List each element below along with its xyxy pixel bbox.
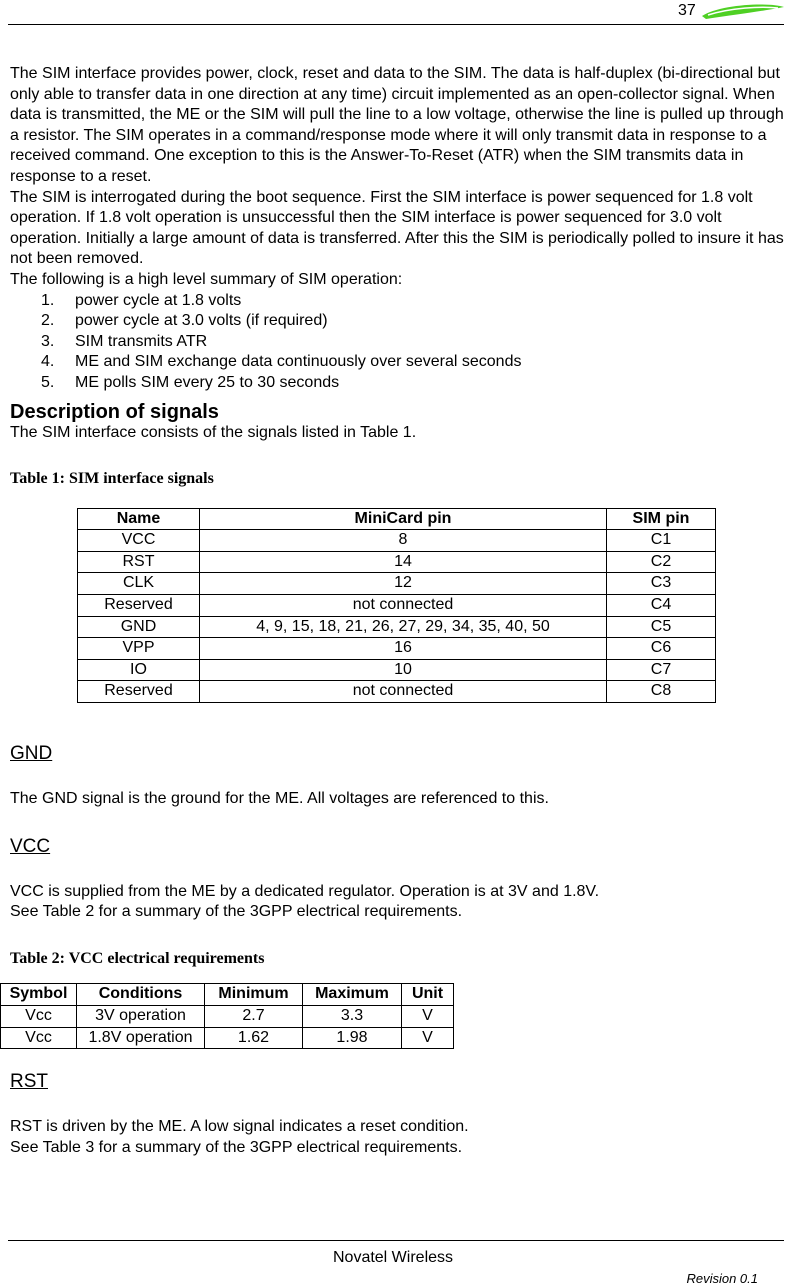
rst-heading: RST: [10, 1071, 48, 1093]
table1-caption: Table 1: SIM interface signals: [10, 470, 214, 488]
table-row: Vcc 3V operation 2.7 3.3 V: [1, 1006, 454, 1028]
table-row: RST 14 C2: [78, 551, 716, 573]
list-item: 3. SIM transmits ATR: [41, 332, 208, 350]
table-row: Reserved not connected C4: [78, 595, 716, 617]
column-header: Unit: [402, 984, 454, 1006]
list-item: 4. ME and SIM exchange data continuously over several seconds: [41, 353, 522, 371]
column-header: Name: [78, 508, 200, 530]
footer-rule: [8, 1240, 784, 1241]
rst-text-2: See Table 3 for a summary of the 3GPP electrical requirements.: [10, 1138, 463, 1156]
sim-signals-table: [77, 508, 716, 703]
gnd-text: The GND signal is the ground for the ME. All voltages are referenced to this.: [10, 790, 549, 808]
revision-label: Revision 0.1: [686, 1271, 758, 1286]
rst-text-1: RST is driven by the ME. A low signal indicates a reset condition.: [10, 1118, 469, 1136]
list-item: 2. power cycle at 3.0 volts (if required): [41, 312, 328, 330]
page-number: 37: [678, 2, 696, 19]
table-row: VPP 16 C6: [78, 638, 716, 660]
list-item: 1. power cycle at 1.8 volts: [41, 291, 242, 309]
table-header-row: [78, 508, 716, 530]
column-header: Conditions: [77, 984, 205, 1006]
novatel-swoosh-logo: [700, 2, 786, 22]
list-item: 5. ME polls SIM every 25 to 30 seconds: [41, 373, 340, 391]
column-header: Maximum: [303, 984, 402, 1006]
signals-intro: The SIM interface consists of the signals listed in Table 1.: [10, 423, 417, 441]
table2-caption: Table 2: VCC electrical requirements: [10, 949, 265, 967]
signals-heading: Description of signals: [10, 400, 219, 423]
column-header: SIM pin: [607, 508, 716, 530]
table-row: Vcc 1.8V operation 1.62 1.98 V: [1, 1027, 454, 1049]
vcc-text-1: VCC is supplied from the ME by a dedicated regulator. Operation is at 3V and 1.8V.: [10, 882, 600, 900]
vcc-heading: VCC: [10, 835, 51, 857]
column-header: MiniCard pin: [200, 508, 607, 530]
sim-operation-steps: [10, 291, 786, 394]
vcc-text-2: See Table 2 for a summary of the 3GPP electrical requirements.: [10, 903, 463, 921]
header-rule: [8, 24, 784, 25]
column-header: Minimum: [205, 984, 303, 1006]
table-row: VCC 8 C1: [78, 530, 716, 552]
intro-paragraph-1: The SIM interface provides power, clock, reset and data to the SIM. The data is half-duplex (bi-directional but only able to transfer data in one direction at any time) circuit implemented as an open-collector signal. When data is transmitted, the ME or the SIM will pull the line to a low voltage, otherwise the line is pulled up through a resistor. The SIM operates in a command/response mode where it will only transmit data in response to a received command. One exception to this is the Answer-To-Reset (ATR) when the SIM transmits data in response to a reset.: [10, 65, 784, 185]
vcc-requirements-table: [0, 983, 454, 1049]
intro-paragraph-2: The SIM is interrogated during the boot sequence. First the SIM interface is power sequenced for 1.8 volt operation. If 1.8 volt operation is unsuccessful then the SIM interface is power sequenced for 3.0 volt operation. Initially a large amount of data is transferred. After this the SIM is periodically polled to insure it has not been removed.: [10, 188, 784, 268]
document-body: [10, 64, 786, 1158]
gnd-heading: GND: [10, 743, 53, 765]
table-row: CLK 12 C3: [78, 573, 716, 595]
footer-company: Novatel Wireless: [332, 1249, 454, 1266]
table-row: GND 4, 9, 15, 18, 21, 26, 27, 29, 34, 35, 40, 50 C5: [78, 616, 716, 638]
intro-paragraph-3: The following is a high level summary of SIM operation:: [10, 270, 403, 288]
table-row: Reserved not connected C8: [78, 681, 716, 703]
table-row: IO 10 C7: [78, 659, 716, 681]
table-header-row: [1, 984, 454, 1006]
column-header: Symbol: [1, 984, 77, 1006]
